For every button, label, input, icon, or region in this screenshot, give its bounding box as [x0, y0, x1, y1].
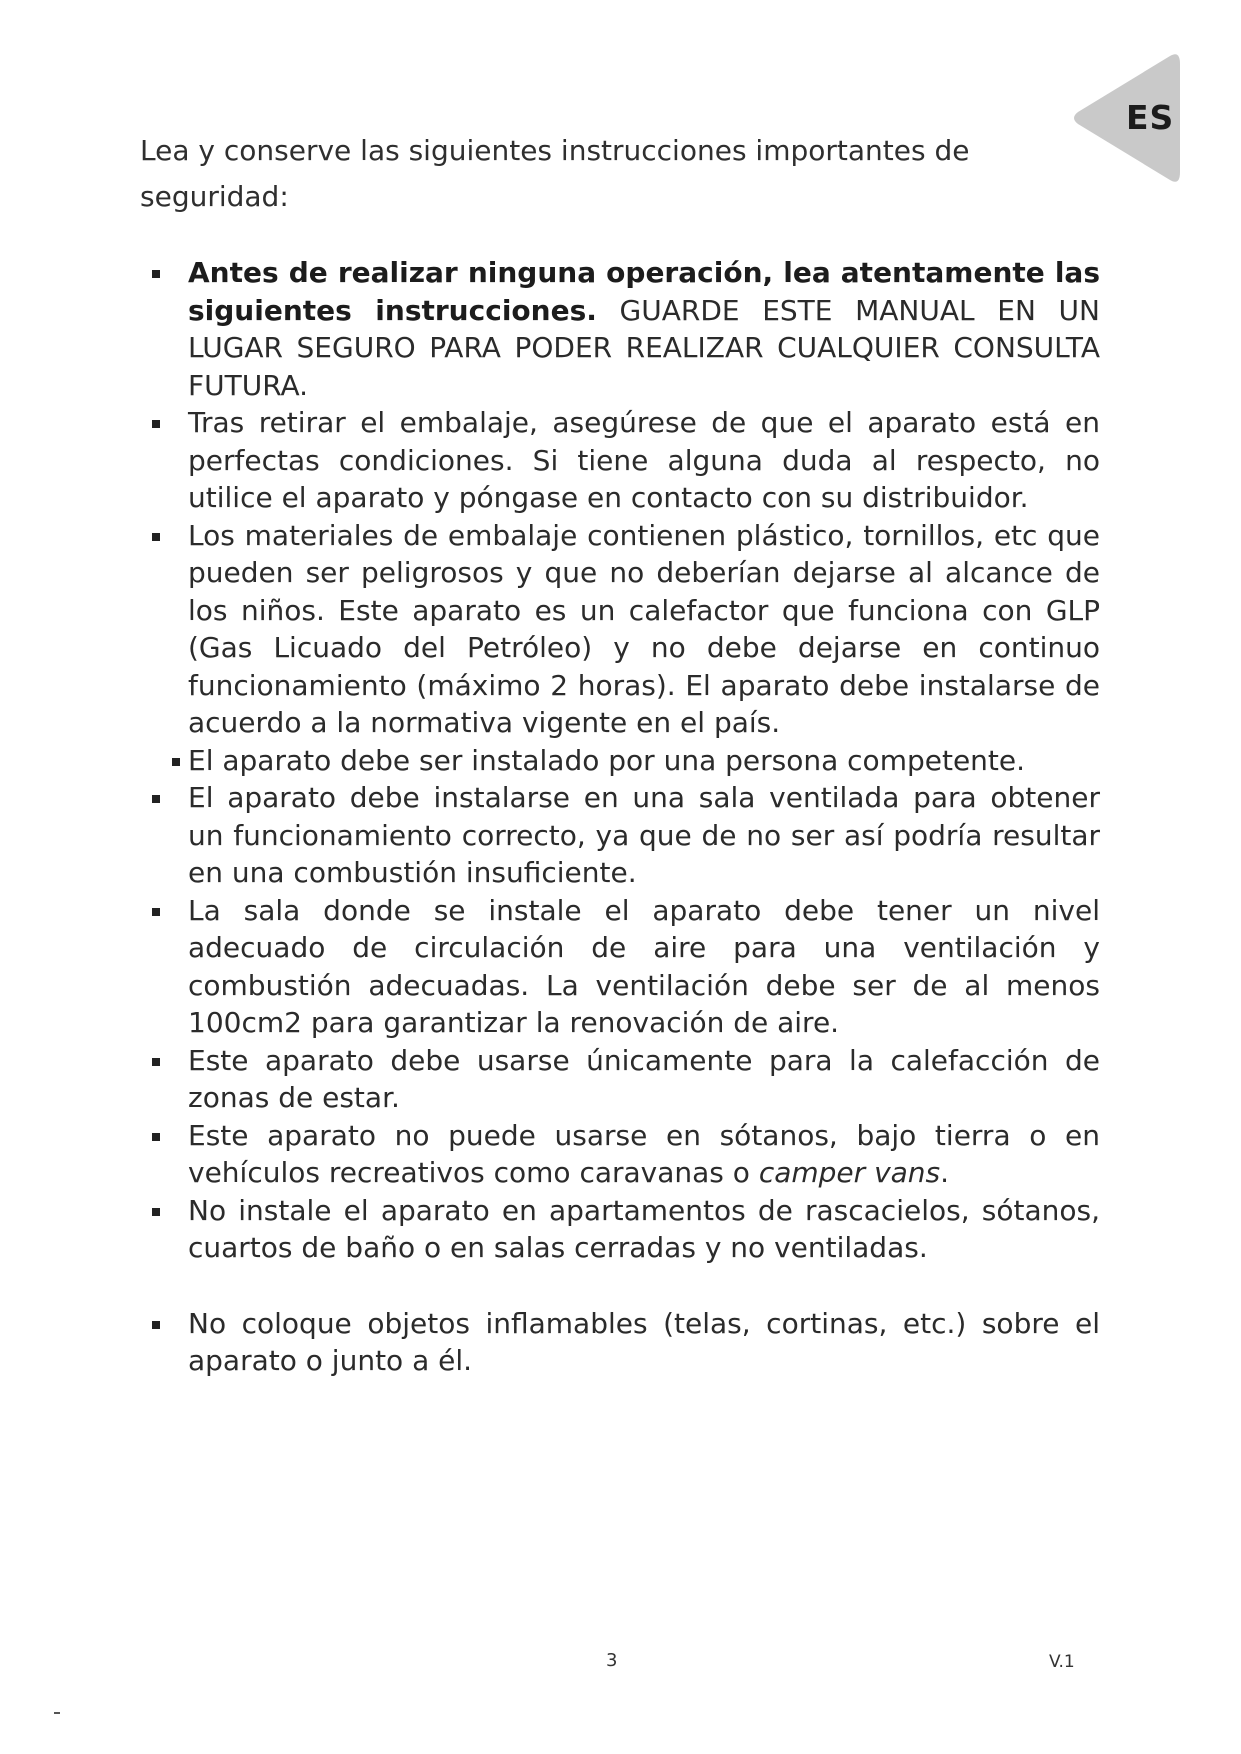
intro-text: Lea y conserve las siguientes instrucciones importantes de seguridad:	[140, 134, 970, 213]
list-item-text: El aparato debe ser instalado por una persona competente.	[188, 743, 1026, 777]
list-item-bold-text: Antes de realizar ninguna operación, lea atentamente las siguientes instrucciones.	[188, 256, 1100, 327]
bullet-icon	[152, 1133, 160, 1141]
list-spacer	[150, 1267, 1100, 1305]
bullet-icon	[152, 908, 160, 916]
language-tab	[1070, 52, 1190, 184]
list-item-text: Tras retirar el embalaje, asegúrese de que el aparato está en perfectas condiciones. Si tiene alguna duda al respecto, no utilice el aparato y póngase en contacto con su distribuidor.	[188, 406, 1100, 514]
list-item-text	[188, 254, 1100, 404]
bullet-icon	[152, 1208, 160, 1216]
bullet-icon	[152, 533, 160, 541]
list-item	[150, 1192, 1100, 1267]
list-item-text: El aparato debe instalarse en una sala ventilada para obtener un funcionamiento correcto, ya que de no ser así podría resultar en una combustión insuficiente.	[188, 781, 1100, 889]
list-item	[150, 742, 1100, 780]
list-item-text: No instale el aparato en apartamentos de rascacielos, sótanos, cuartos de baño o en salas cerradas y no ventiladas.	[188, 1193, 1100, 1264]
list-item	[150, 1042, 1100, 1117]
safety-instructions-list	[150, 254, 1100, 1380]
bullet-icon	[152, 795, 160, 803]
list-item	[150, 779, 1100, 892]
list-item-rest-text: GUARDE ESTE MANUAL EN UN LUGAR SEGURO PARA PODER REALIZAR CUALQUIER CONSULTA FUTURA.	[188, 293, 1100, 402]
corner-mark	[54, 1712, 60, 1714]
bullet-icon	[152, 420, 160, 428]
list-item-text: Los materiales de embalaje contienen plástico, tornillos, etc que pueden ser peligrosos y que no deberían dejarse al alcance de los niños. Este aparato es un calefactor que funciona con GLP (Gas Licuado del Petróleo) y no debe dejarse en continuo funcionamiento (máximo 2 horas). El aparato debe instalarse de acuerdo a la normativa vigente en el país.	[188, 518, 1100, 739]
list-item-text: Este aparato debe usarse únicamente para la calefacción de zonas de estar.	[188, 1043, 1100, 1114]
list-item-main-text: Este aparato no puede usarse en sótanos, bajo tierra o en vehículos recreativos como caravanas o	[188, 1118, 1100, 1189]
list-item	[150, 892, 1100, 1042]
page-number: 3	[606, 1650, 618, 1671]
bullet-icon	[172, 758, 180, 766]
bullet-icon	[152, 270, 160, 278]
list-item-text	[188, 1117, 1100, 1192]
list-item-italic-text: camper vans	[758, 1156, 941, 1189]
bullet-icon	[152, 1058, 160, 1066]
list-item-text: No coloque objetos inflamables (telas, cortinas, etc.) sobre el aparato o junto a él.	[188, 1306, 1100, 1377]
list-item	[150, 254, 1100, 404]
version-label: V.1	[1049, 1652, 1075, 1672]
list-item	[150, 404, 1100, 517]
list-item	[150, 517, 1100, 742]
language-label: ES	[1126, 98, 1175, 137]
bullet-icon	[152, 1321, 160, 1329]
list-item-text: La sala donde se instale el aparato debe tener un nivel adecuado de circulación de aire para una ventilación y combustión adecuadas. La ventilación debe ser de al menos 100cm2 para garantizar la renovación de aire.	[188, 893, 1100, 1039]
list-item	[150, 1305, 1100, 1380]
list-item-end-text: .	[940, 1156, 950, 1189]
list-item	[150, 1117, 1100, 1192]
